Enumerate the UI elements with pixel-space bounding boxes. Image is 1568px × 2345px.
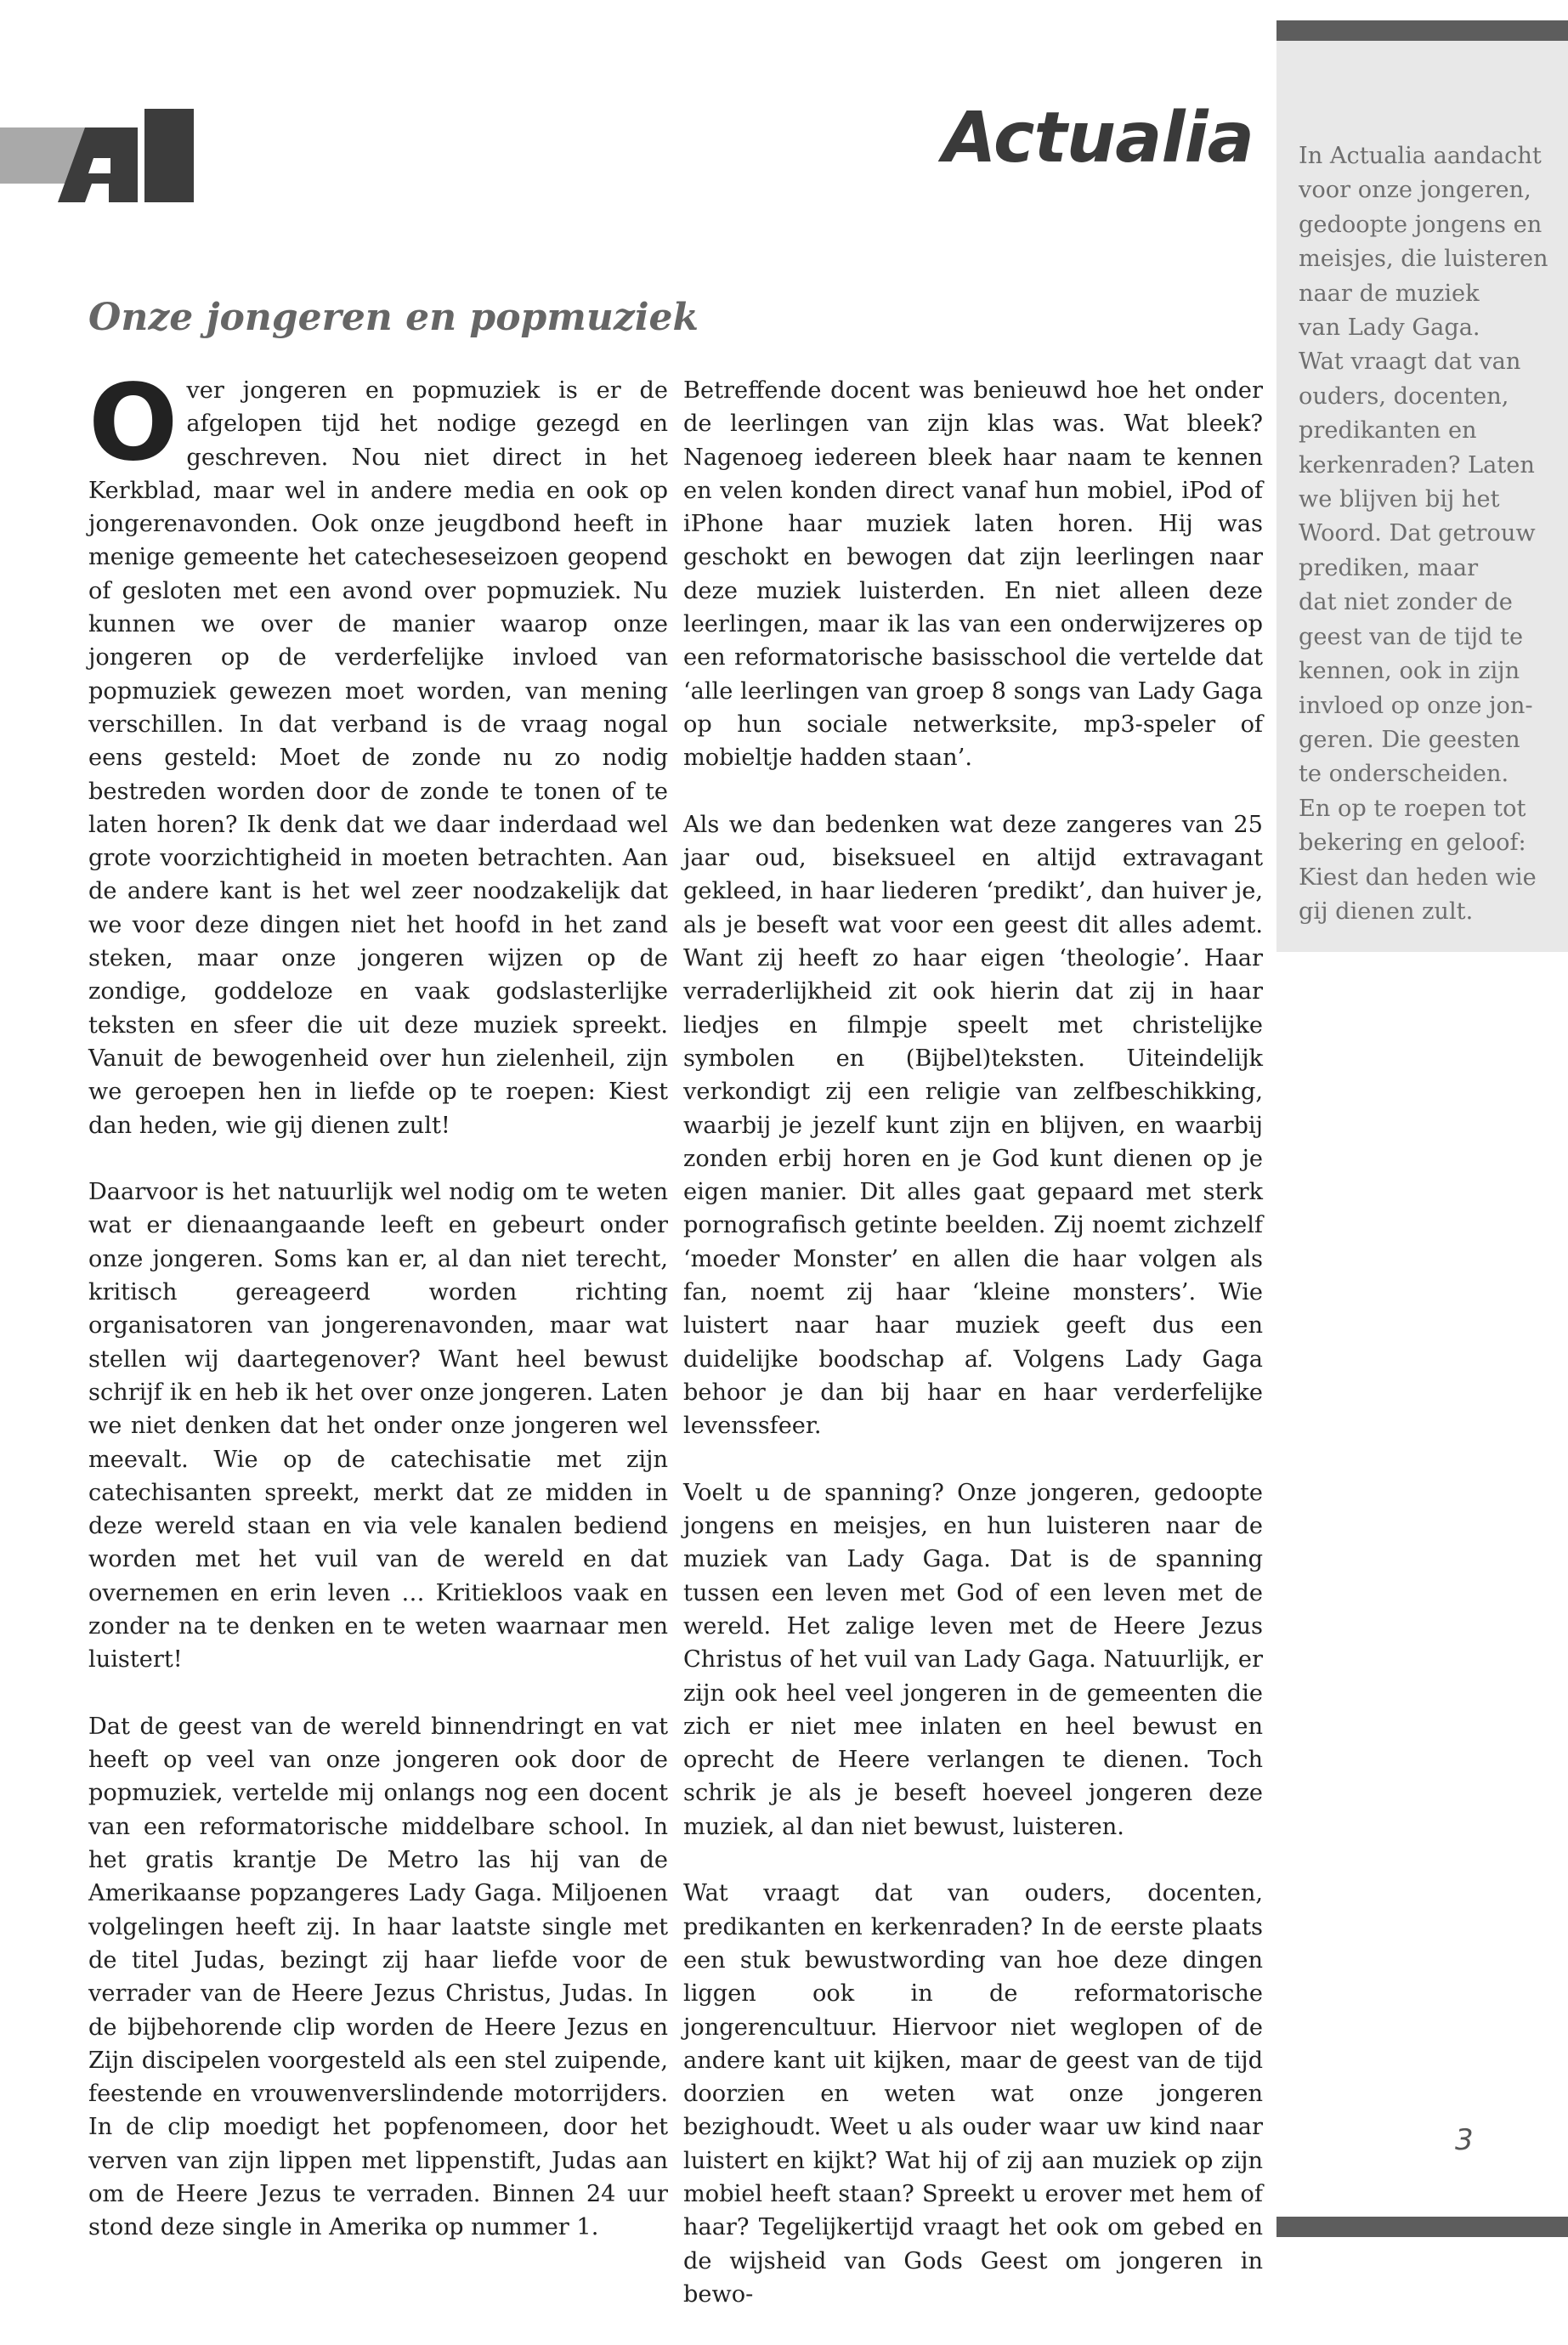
- sidebar-line: invloed op onze jon-: [1299, 692, 1533, 719]
- sidebar-line: gedoopte jongens en: [1299, 211, 1543, 238]
- bottom-accent-bar: [1276, 2217, 1568, 2237]
- sidebar-line: geest van de tijd te: [1299, 623, 1524, 650]
- article-column-right: [683, 374, 1263, 2345]
- article-paragraph: Als we dan bedenken wat deze zangeres van 25 jaar oud, biseksueel en altijd extravagant gekleed, in haar liederen ‘predikt’, dan huiver je, als je beseft wat voor een geest dit alles ademt. Want zij heeft zo haar eigen ‘theologie’. Haar verraderlijkheid zit ook hierin dat zij in haar liedjes en filmpje speelt met christelijke symbolen en (Bijbel)teksten. Uiteindelijk verkondigt zij een religie van zelfbeschikking, waarbij je jezelf kunt zijn en blijven, en waarbij zonden erbij horen en je God kunt dienen op je eigen manier. Dit alles gaat gepaard met sterk pornografisch getinte beelden. Zij noemt zichzelf ‘moeder Monster’ en allen die haar volgen als fan, noemt zij haar ‘kleine monsters’. Wie luistert naar haar muziek geeft dus een duidelijke boodschap af. Volgens Lady Gaga behoor je dan bij haar en haar verderfelijke levenssfeer.: [683, 811, 1263, 1440]
- sidebar-line: meisjes, die luisteren: [1299, 246, 1548, 273]
- article-paragraph: Daarvoor is het natuurlijk wel nodig om te weten wat er dienaangaande leeft en gebeurt onder onze jongeren. Soms kan er, al dan niet terecht, kritisch gereageerd worden richting organisatoren van jongerenavonden, maar wat stellen wij daartegenover? Want heel bewust schrijf ik en heb ik het over onze jongeren. Laten we niet denken dat het onder onze jongeren wel meevalt. Wie op de catechisatie met zijn catechisanten spreekt, merkt dat ze midden in deze wereld staan en via vele kanalen bediend worden met het vuil van de wereld en dat overnemen en erin leven … Kritiekloos vaak en zonder na te denken en te weten waarnaar men luistert!: [88, 1179, 668, 1674]
- sidebar-line: dat niet zonder de: [1299, 589, 1513, 616]
- actualia-logo-icon: [0, 109, 195, 202]
- sidebar-line: voor onze jongeren,: [1299, 177, 1531, 204]
- sidebar-line: te onderscheiden.: [1299, 761, 1509, 788]
- sidebar-line: prediken, maar: [1299, 554, 1479, 581]
- article-paragraph: [88, 362, 668, 1142]
- sidebar-line: Wat vraagt dat van: [1299, 348, 1521, 376]
- section-title: Actualia: [942, 98, 1254, 178]
- article-column-left: [88, 362, 668, 2278]
- article-title: Onze jongeren en popmuziek: [88, 296, 699, 339]
- sidebar-line: we blijven bij het: [1299, 486, 1500, 513]
- sidebar-line: kennen, ook in zijn: [1299, 658, 1520, 685]
- sidebar-intro: [1299, 139, 1554, 929]
- article-paragraph: Wat vraagt dat van ouders, docenten, predikanten en kerkenraden? In de eerste plaats een stuk bewustwording van hoe deze dingen liggen ook in de reformatorische jongerencultuur. Hiervoor niet weglopen of de andere kant uit kijken, maar de geest van de tijd doorzien en weten wat onze jongeren bezighoudt. Weet u als ouder waar uw kind naar luistert en kijkt? Wat hij of zij aan muziek op zijn mobiel heeft staan? Spreekt u erover met hem of haar? Tegelijkertijd vraagt het ook om gebed en de wijsheid van Gods Geest om jongeren in bewo-: [683, 1880, 1263, 2308]
- article-paragraph: Betreffende docent was benieuwd hoe het onder de leerlingen van zijn klas was. Wat bleek? Nagenoeg iedereen bleek haar naam te kennen en velen konden direct vanaf hun mobiel, iPod of iPhone haar muziek laten horen. Hij was geschokt en bewogen dat zijn leerlingen naar deze muziek luisterden. En niet alleen deze leerlingen, maar ik las van een onderwijzeres op een reformatorische basisschool die vertelde dat ‘alle leerlingen van groep 8 songs van Lady Gaga op hun sociale netwerksite, mp3-speler of mobieltje hadden staan’.: [683, 377, 1263, 772]
- top-accent-bar: [1276, 20, 1568, 41]
- sidebar-line: predikanten en: [1299, 417, 1477, 445]
- page-number: 3: [1455, 2123, 1474, 2157]
- sidebar-line: In Actualia aandacht: [1299, 143, 1542, 169]
- drop-cap: O: [88, 362, 178, 484]
- sidebar-line: van Lady Gaga.: [1299, 314, 1480, 342]
- article-paragraph: Dat de geest van de wereld binnendringt en vat heeft op veel van onze jongeren ook door de popmuziek, vertelde mij onlangs nog een docent van een reformatorische middelbare school. In het gratis krantje De Metro las hij van de Amerikaanse popzangeres Lady Gaga. Miljoenen volgelingen heeft zij. In haar laatste single met de titel Judas, bezingt zij haar liefde voor de verrader van de Heere Jezus Christus, Judas. In de bijbehorende clip worden de Heere Jezus en Zijn discipelen voorgesteld als een stel zuipende, feestende en vrouwenverslindende motorrijders. In de clip moedigt het popfenomeen, door het verven van zijn lippen met lippenstift, Judas aan om de Heere Jezus te verraden. Binnen 24 uur stond deze single in Amerika op nummer 1.: [88, 1713, 668, 2241]
- sidebar-line: Kiest dan heden wie: [1299, 864, 1537, 891]
- sidebar-line: gij dienen zult.: [1299, 898, 1474, 925]
- sidebar-line: kerkenraden? Laten: [1299, 451, 1535, 479]
- sidebar-line: En op te roepen tot: [1299, 795, 1526, 822]
- sidebar-line: geren. Die geesten: [1299, 726, 1520, 753]
- sidebar-line: bekering en geloof:: [1299, 830, 1526, 857]
- sidebar-line: naar de muziek: [1299, 280, 1480, 307]
- sidebar-line: Woord. Dat getrouw: [1299, 520, 1536, 547]
- article-paragraph: Voelt u de spanning? Onze jongeren, gedoopte jongens en meisjes, en hun luisteren naar de muziek van Lady Gaga. Dat is de spanning tussen een leven met God of een leven met de wereld. Het zalige leven met de Heere Jezus Christus of het vuil van Lady Gaga. Natuurlijk, er zijn ook heel veel jongeren in de gemeenten die zich er niet mee inlaten en heel bewust en oprecht de Heere verlangen te dienen. Toch schrik je als je beseft hoeveel jongeren deze muziek, al dan niet bewust, luisteren.: [683, 1479, 1263, 1840]
- sidebar-line: ouders, docenten,: [1299, 382, 1509, 410]
- first-paragraph-text: ver jongeren en popmuziek is er de afgelopen tijd het nodige gezegd en geschreven. Nou niet direct in het Kerkblad, maar wel in andere media en ook op jongerenavonden. Ook onze jeugdbond heeft in menige gemeente het catecheseseizoen geopend of gesloten met een avond over popmuziek. Nu kunnen we over de manier waarop onze jongeren op de verderfelijke invloed van popmuziek gewezen moet worden, van mening verschillen. In dat verband is de vraag nogal eens gesteld: Moet de zonde nu zo nodig bestreden worden door de zonde te tonen of te laten horen? Ik denk dat we daar inderdaad wel grote voorzichtigheid in moeten betrachten. Aan de andere kant is het wel zeer noodzakelijk dat we voor deze dingen niet het hoofd in het zand steken, maar onze jongeren wijzen op de zondige, goddeloze en vaak godslasterlijke teksten en sfeer die uit deze muziek spreekt. Vanuit de bewogenheid over hun zielenheil, zijn we geroepen hen in liefde op te roepen: Kiest dan heden, wie gij dienen zult!: [88, 377, 668, 1139]
